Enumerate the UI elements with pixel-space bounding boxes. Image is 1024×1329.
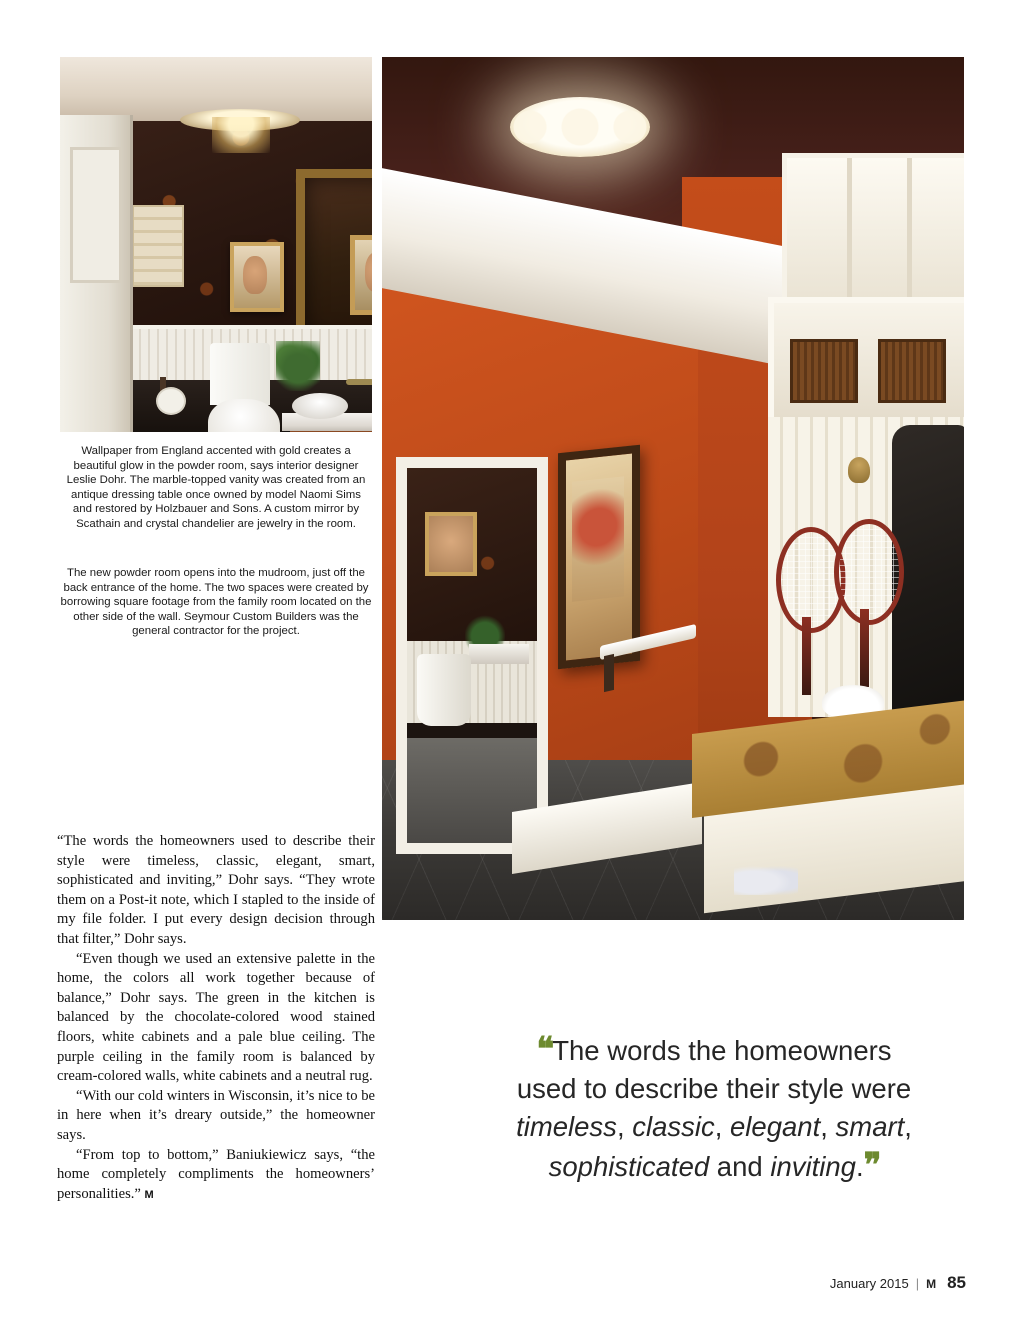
faucet [346, 379, 372, 385]
photo-caption-mudroom: The new powder room opens into the mudroom, just off the back entrance of the home. The two spaces were created by borrowing square footage from the family room located on the other side of the wall. Seymour Custom Builders was the general contractor for the project. [60, 567, 372, 638]
quote-open-mark: ❝ [536, 1030, 553, 1067]
footer-separator: | [915, 1276, 920, 1291]
quote-word-elegant: elegant [730, 1111, 821, 1142]
coat-hook [848, 457, 870, 483]
pull-quote [476, 1030, 952, 1186]
storage-basket [878, 339, 946, 403]
body-paragraph-4-text: “From top to bottom,” Baniukiewicz says, “the home completely compliments the homeowners’ personalities.” [57, 1146, 375, 1202]
tennis-racket-handle [802, 617, 811, 695]
doorway-toilet [417, 654, 471, 726]
window-shade [132, 205, 184, 287]
toilet-tank [210, 343, 270, 405]
issue-date: January 2015 [829, 1276, 909, 1291]
scalloped-shade [502, 103, 658, 151]
upper-cabinets [782, 153, 964, 313]
magazine-logo-mark: M [926, 1277, 937, 1291]
quote-word-smart: smart [835, 1111, 905, 1142]
quote-word-timeless: timeless [516, 1111, 617, 1142]
article-body [57, 832, 375, 1205]
shelf-bracket [604, 654, 614, 692]
powder-room-photo [60, 57, 372, 432]
framed-art-left [230, 242, 284, 312]
framed-art-right [350, 235, 372, 315]
quote-word-sophisticated: sophisticated [548, 1151, 710, 1182]
powder-room-doorway [396, 457, 548, 854]
potted-plant [276, 341, 320, 391]
body-paragraph-1: “The words the homeowners used to describe their style were timeless, classic, elegant, smart, sophisticated and inviting,” Dohr says. “They wrote them on a Post-it note, which I stapled to the inside of my file folder. I put every design decision through that filter,” Dohr says. [57, 833, 375, 947]
quote-line-1: The words the homeowners [552, 1035, 892, 1066]
page-footer [830, 1273, 966, 1293]
quote-sep-3: , [820, 1111, 836, 1142]
end-mark: M [144, 1188, 154, 1201]
quote-line-2: used to describe their style were [516, 1073, 912, 1104]
mudroom-photo [382, 57, 964, 920]
quote-sep-1: , [616, 1111, 633, 1142]
doorway-framed-art [425, 512, 477, 576]
body-paragraph-4 [57, 1146, 375, 1206]
photo-caption-powder-room: Wallpaper from England accented with gold creates a beautiful glow in the powder room, says interior designer Leslie Dohr. The marble-topped vanity was created from an antique dressing table once owned by model Naomi Sims and restored by Holzbauer and Sons. A custom mirror by Scathain and crystal chandelier are jewelry in the room. [66, 445, 366, 530]
quote-line-4-end: . [855, 1151, 864, 1182]
quote-word-classic: classic [632, 1111, 715, 1142]
quote-sep-2: , [714, 1111, 731, 1142]
framed-poster [558, 445, 640, 670]
quote-word-inviting: inviting [770, 1151, 856, 1182]
body-paragraph-2: “Even though we used an extensive palette in the home, the colors all work together because of balance,” Dohr says. The green in the kitchen is balanced by the chocolate-colored wood stained floors, white cabinets and a pale blue ceiling. The purple ceiling in the family room is balanced by cream-colored walls, white cabinets and a neutral rug. [57, 950, 375, 1085]
doorway-sink [469, 644, 529, 664]
page-number: 85 [947, 1273, 966, 1292]
open-cubbies [768, 297, 964, 429]
storage-basket [790, 339, 858, 403]
quote-and: and [709, 1151, 771, 1182]
toilet-paper-roll [156, 387, 186, 415]
crystal-chandelier [212, 117, 270, 153]
tennis-racket [834, 519, 904, 625]
sink-basin [292, 393, 348, 419]
body-paragraph-3: “With our cold winters in Wisconsin, it’s nice to be in here when it’s dreary outside,” the homeowner says. [57, 1087, 375, 1143]
quote-line-3-end: , [904, 1111, 912, 1142]
quote-close-mark: ❞ [863, 1146, 880, 1183]
pair-of-shoes [734, 863, 798, 895]
door-panel [70, 147, 122, 283]
tennis-racket-handle [860, 609, 869, 687]
